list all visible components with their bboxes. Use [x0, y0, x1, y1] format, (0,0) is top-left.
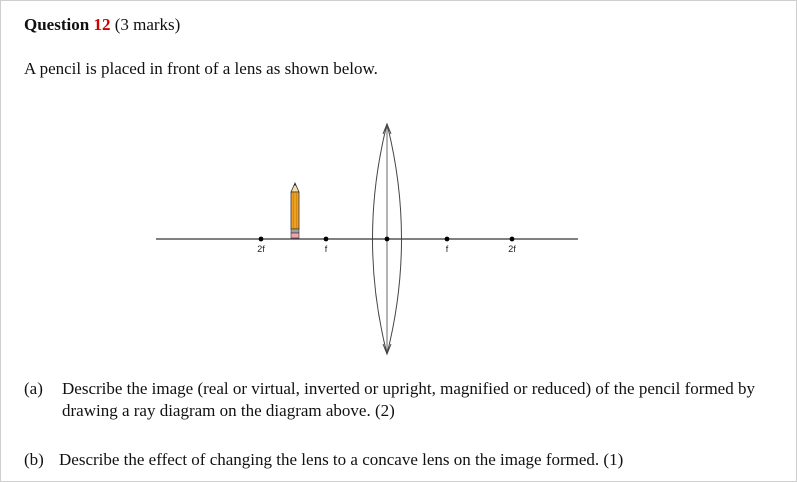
part-b-text: Describe the effect of changing the lens to a concave lens on the image formed. (1) — [59, 450, 624, 469]
point-right-2f — [510, 237, 515, 242]
question-label: Question — [24, 15, 90, 34]
point-left-f — [324, 237, 329, 242]
label-right-f: f — [445, 244, 449, 254]
point-right-f — [445, 237, 450, 242]
part-a-text: Describe the image (real or virtual, inverted or upright, magnified or reduced) of the pencil formed by drawing a ray diagram on the diagram above. (2) — [62, 379, 755, 420]
point-optical-centre — [385, 237, 390, 242]
pencil-eraser — [291, 233, 299, 238]
question-intro: A pencil is placed in front of a lens as shown below. — [24, 59, 378, 78]
part-b-label: (b) — [24, 450, 44, 469]
label-left-2f: 2f — [257, 244, 265, 254]
question-marks: (3 marks) — [114, 15, 181, 34]
pencil-body — [291, 192, 299, 229]
label-right-2f: 2f — [508, 244, 516, 254]
pencil-object — [291, 183, 299, 238]
part-a-label: (a) — [24, 379, 43, 398]
label-left-f: f — [324, 244, 328, 254]
point-left-2f — [259, 237, 264, 242]
question-number: 12 — [93, 15, 111, 34]
part-b — [24, 449, 623, 471]
pencil-ferrule — [291, 229, 299, 233]
